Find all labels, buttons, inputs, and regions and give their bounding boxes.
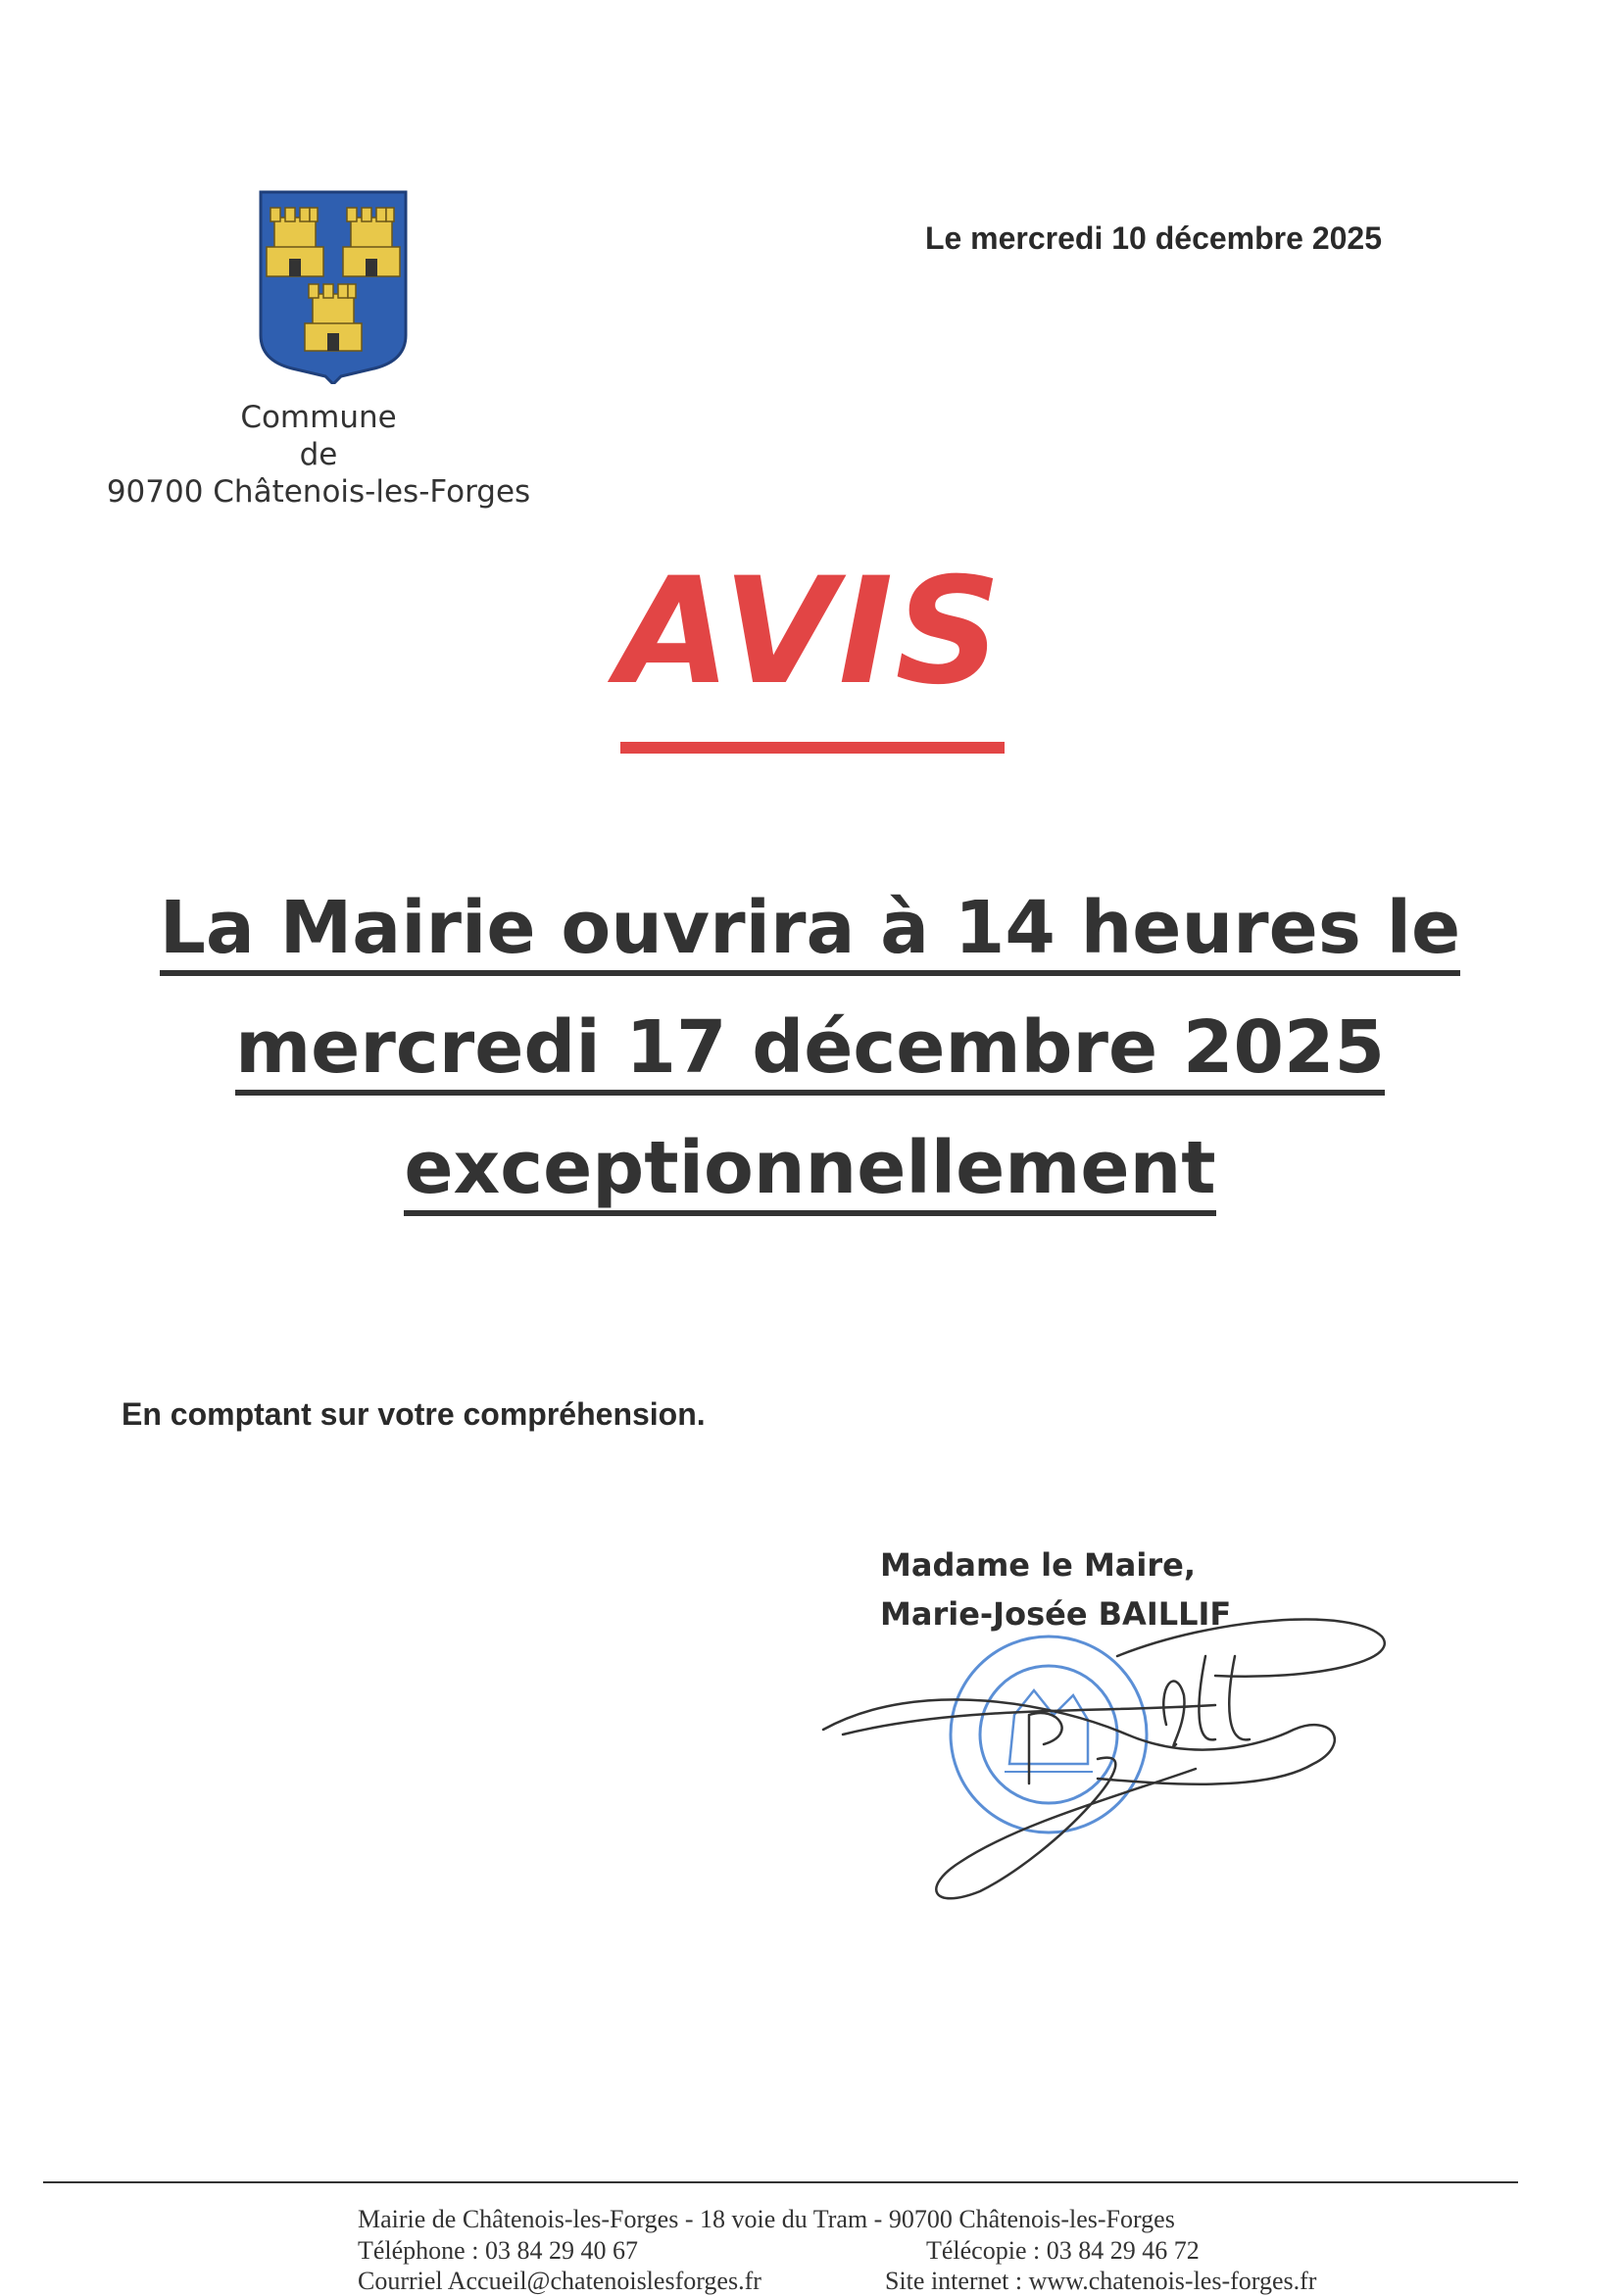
closing-text: En comptant sur votre compréhension. [122, 1396, 706, 1432]
official-stamp [951, 1637, 1147, 1832]
title-underline [620, 742, 1005, 754]
coat-of-arms-icon [257, 188, 410, 384]
footer-email: Courriel Accueil@chatenoislesforges.fr [358, 2267, 761, 2295]
signature-and-stamp [804, 1597, 1411, 1911]
signatory-name: Marie-Josée BAILLIF [880, 1595, 1232, 1633]
footer-website: Site internet : www.chatenois-les-forges.fr [885, 2267, 1317, 2295]
headline-line-2: mercredi 17 décembre 2025 [0, 1011, 1620, 1096]
commune-name: 90700 Châtenois-les-Forges [106, 474, 531, 510]
document-date: Le mercredi 10 décembre 2025 [924, 220, 1382, 256]
footer-address: Mairie de Châtenois-les-Forges - 18 voie du Tram - 90700 Châtenois-les-Forges [358, 2205, 1175, 2233]
notice-title: AVIS [616, 547, 1004, 717]
commune-preposition: de [299, 437, 338, 472]
commune-label: Commune [240, 400, 397, 435]
headline-line-3: exceptionnellement [0, 1132, 1620, 1216]
footer-phone: Téléphone : 03 84 29 40 67 [358, 2236, 638, 2265]
footer-divider [43, 2181, 1518, 2183]
handwritten-signature [823, 1620, 1385, 1899]
signatory-title: Madame le Maire, [880, 1546, 1196, 1584]
footer-fax: Télécopie : 03 84 29 46 72 [926, 2236, 1200, 2265]
headline-line-1: La Mairie ouvrira à 14 heures le [0, 892, 1620, 976]
